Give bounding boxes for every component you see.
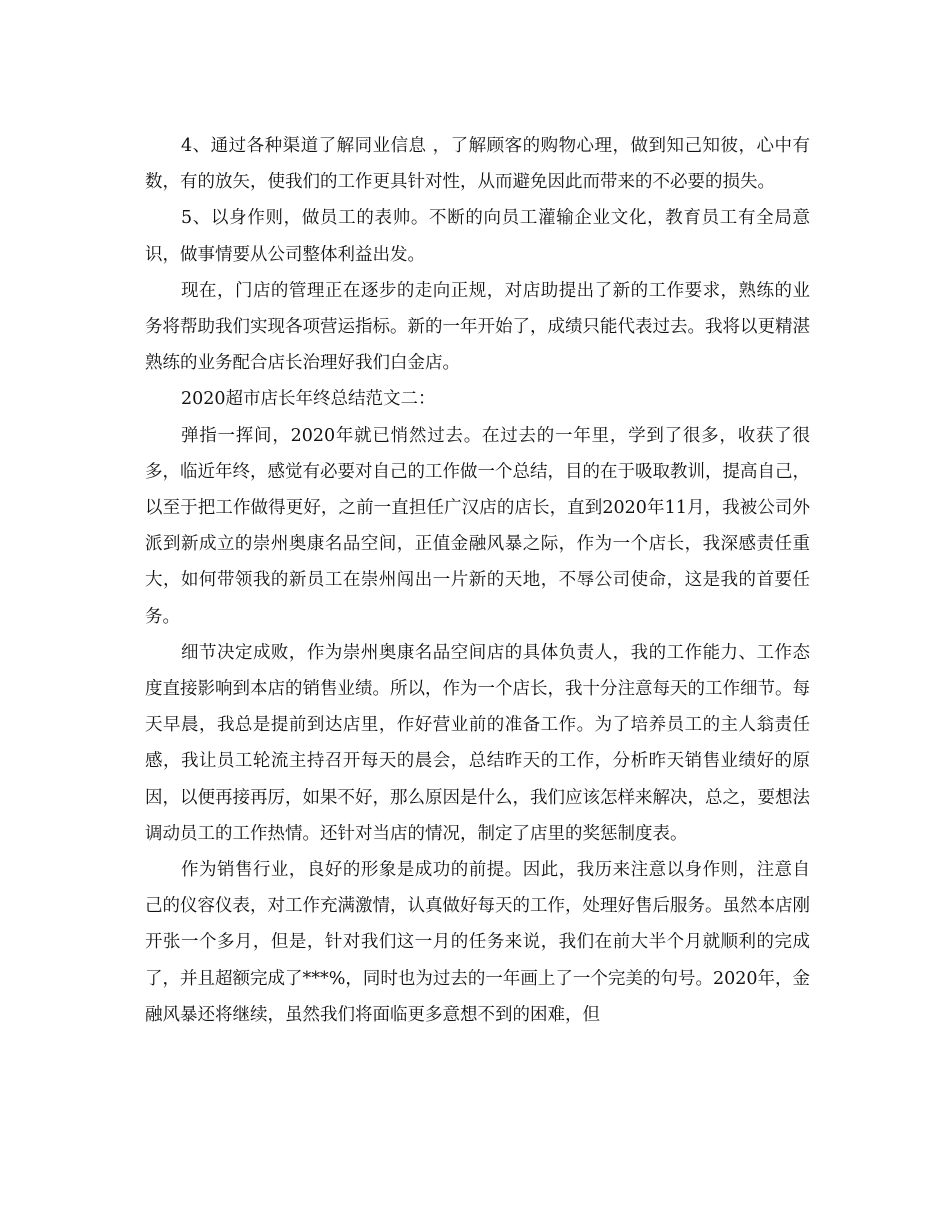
paragraph-item-4: 4、通过各种渠道了解同业信息 ，了解顾客的购物心理，做到知己知彼，心中有数，有的放矢，使我们的工作更具针对性，从而避免因此而带来的不必要的损失。 bbox=[145, 136, 810, 193]
paragraph-current-status: 现在，门店的管理正在逐步的走向正规，对店助提出了新的工作要求，熟练的业务将帮助我们实现各项营运指标。新的一年开始了，成绩只能代表过去。我将以更精湛熟练的业务配合店长治理好我们白金店。 bbox=[145, 280, 810, 374]
paragraph-intro: 弹指一挥间，2020年就已悄然过去。在过去的一年里，学到了很多，收获了很多，临近年终，感觉有必要对自己的工作做一个总结，目的在于吸取教训，提高自己，以至于把工作做得更好，之前一直担任广汉店的店长，直到2020年11月，我被公司外派到新成立的崇州奥康名品空间，正值金融风暴之际，作为一个店长，我深感责任重大，如何带领我的新员工在崇州闯出一片新的天地，不辱公司使命，这是我的首要任务。 bbox=[145, 425, 810, 627]
paragraph-item-5: 5、以身作则，做员工的表帅。不断的向员工灌输企业文化，教育员工有全局意识，做事情要从公司整体利益出发。 bbox=[145, 208, 810, 265]
paragraph-image: 作为销售行业，良好的形象是成功的前提。因此，我历来注意以身作则，注意自己的仪容仪表，对工作充满激情，认真做好每天的工作，处理好售后服务。虽然本店刚开张一个多月，但是，针对我们这一月的任务来说，我们在前大半个月就顺利的完成了，并且超额完成了***%，同时也为过去的一年画上了一个完美的句号。2020年，金融风暴还将继续，虽然我们将面临更多意想不到的困难，但 bbox=[145, 860, 810, 1025]
section-heading: 2020超市店长年终总结范文二： bbox=[181, 389, 436, 410]
document-body bbox=[145, 128, 810, 1033]
paragraph-details: 细节决定成败，作为崇州奥康名品空间店的具体负责人，我的工作能力、工作态度直接影响到本店的销售业绩。所以，作为一个店长，我十分注意每天的工作细节。每天早晨，我总是提前到达店里，作好营业前的准备工作。为了培养员工的主人翁责任感，我让员工轮流主持召开每天的晨会，总结昨天的工作，分析昨天销售业绩好的原因，以便再接再厉，如果不好，那么原因是什么，我们应该怎样来解决，总之，要想法调动员工的工作热情。还针对当店的情况，制定了店里的奖惩制度表。 bbox=[145, 642, 810, 844]
